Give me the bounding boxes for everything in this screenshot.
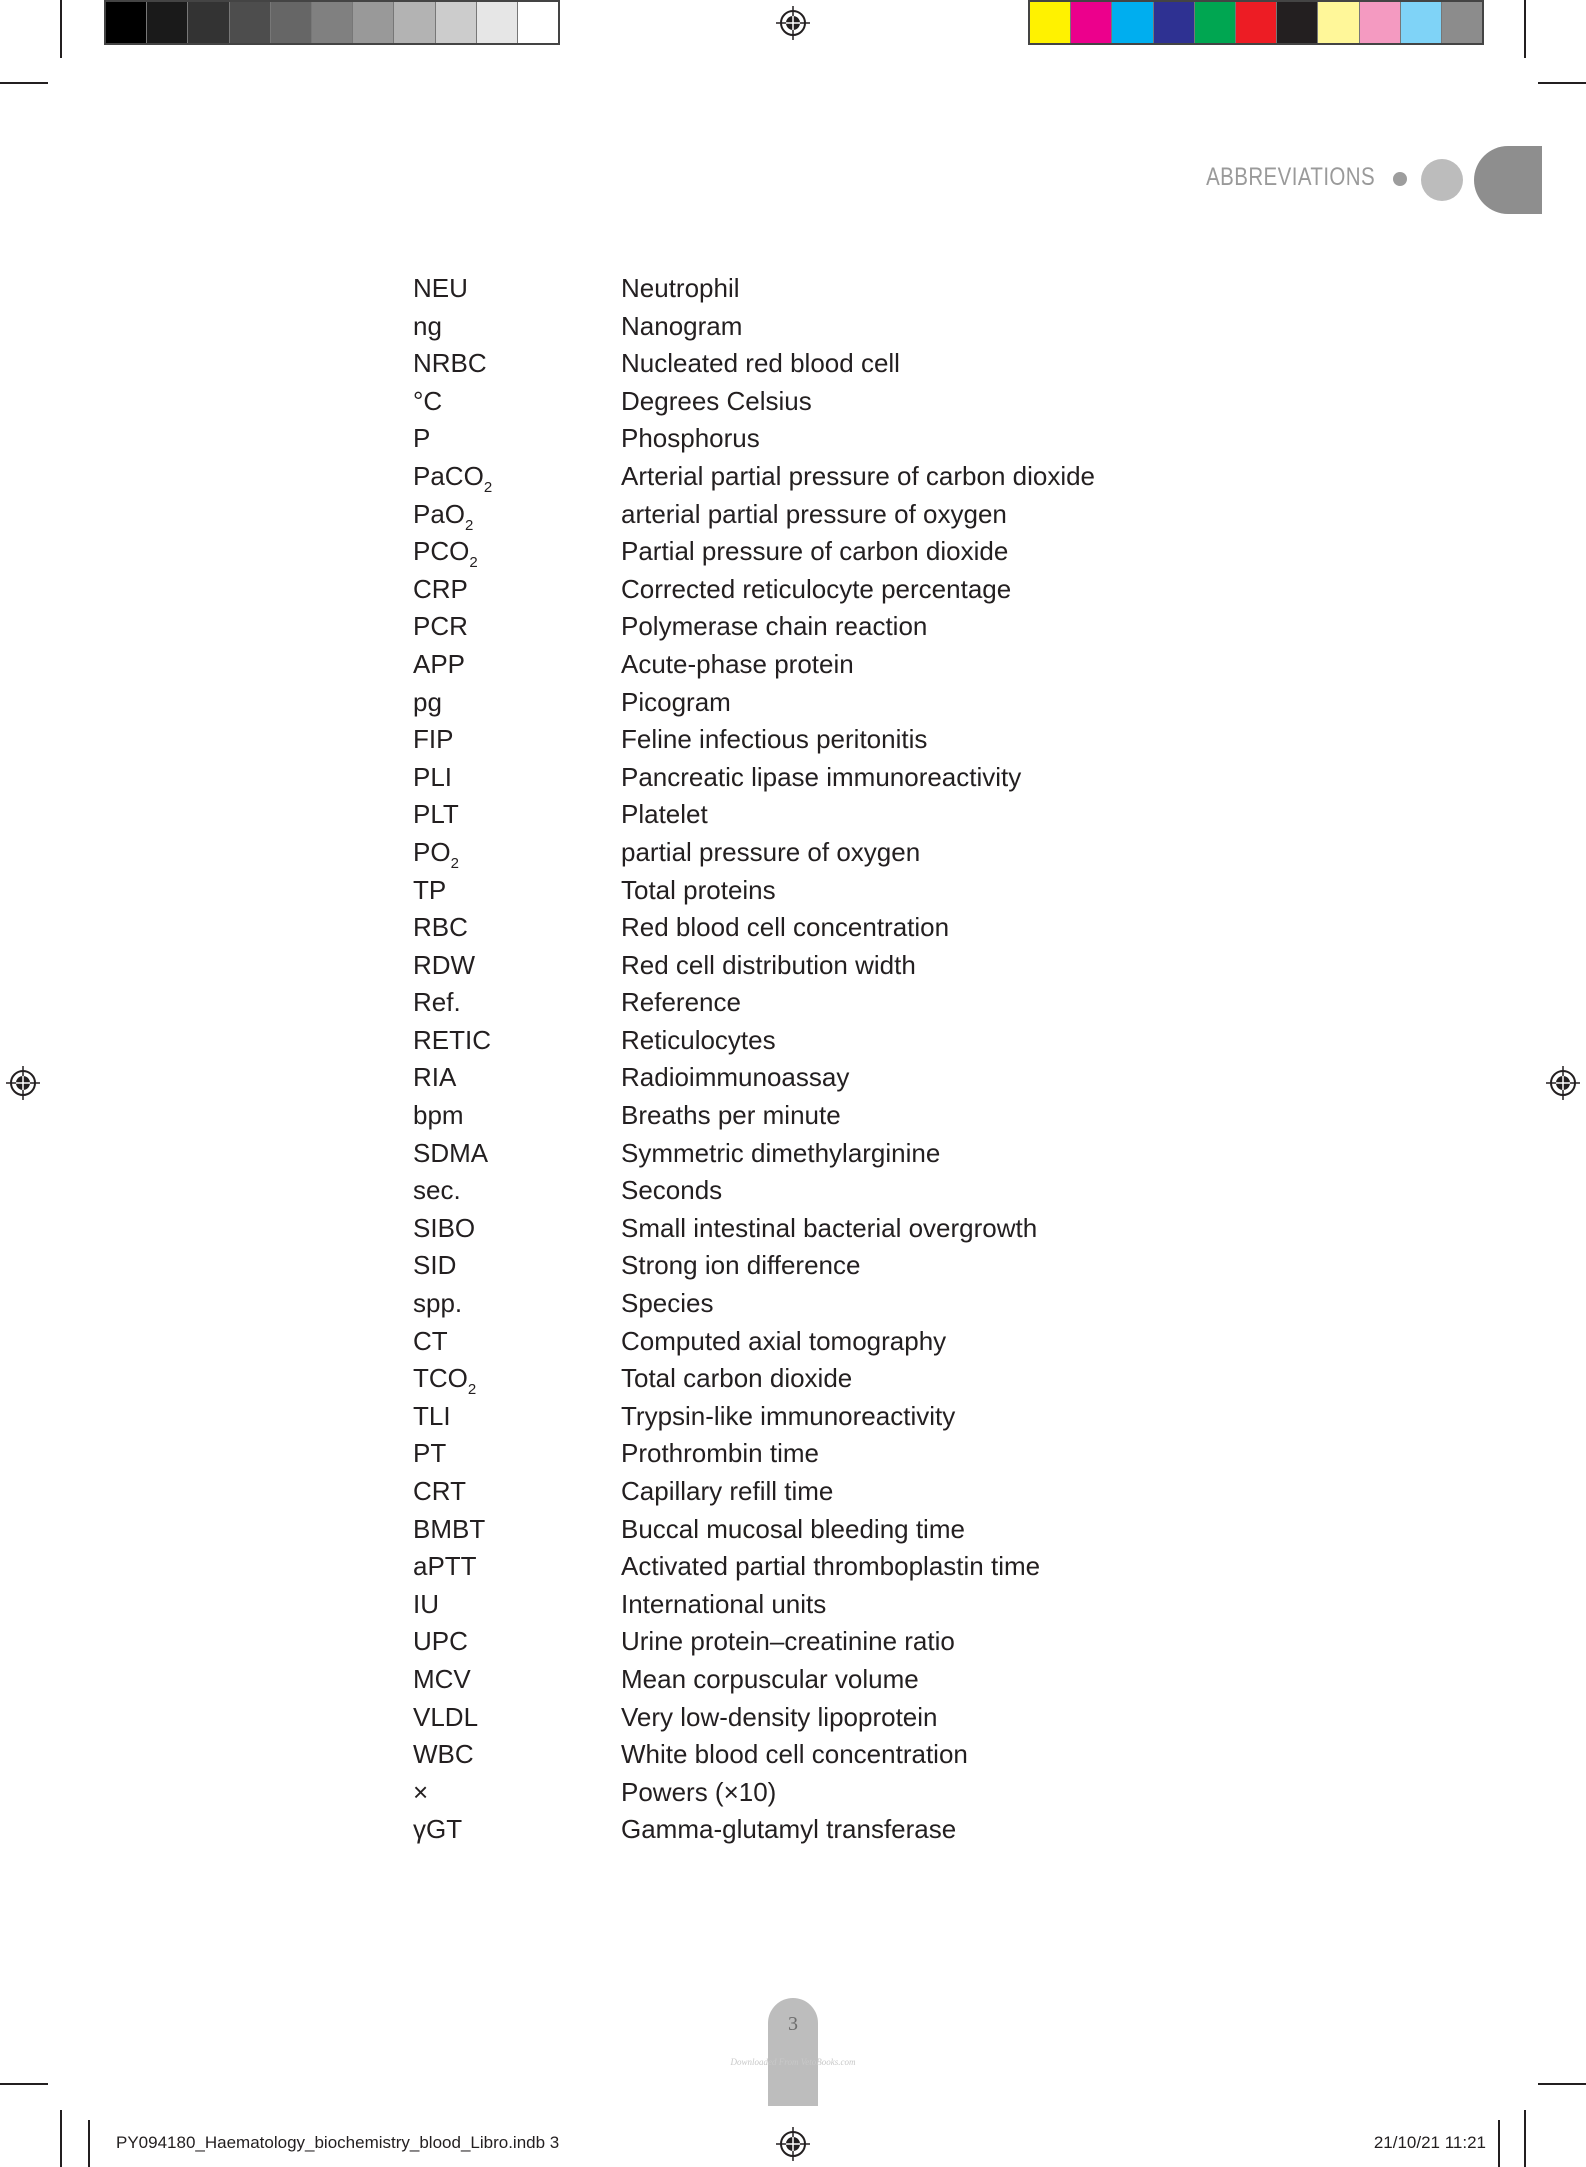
- abbreviation-text: SID: [413, 1250, 457, 1281]
- abbreviation-text: PaO: [413, 498, 466, 529]
- abbreviation-definition: Radioimmunoassay: [621, 1062, 850, 1093]
- abbreviation-term: [413, 947, 621, 985]
- abbreviation-text: CRT: [413, 1476, 466, 1506]
- abbreviation-row: [413, 1135, 1213, 1173]
- abbreviation-text: UPC: [413, 1626, 468, 1657]
- header-dot-decoration: [1393, 172, 1407, 186]
- abbreviation-term: [413, 1135, 621, 1173]
- abbreviation-text: SIBO: [413, 1212, 476, 1243]
- abbreviation-definition: Breaths per minute: [621, 1100, 841, 1131]
- abbreviation-term: [413, 1623, 621, 1661]
- abbreviation-subscript: 2: [465, 516, 474, 534]
- header-dot-decoration: [1421, 159, 1463, 201]
- abbreviation-term: [413, 270, 621, 308]
- color-swatch: [1154, 2, 1195, 43]
- crop-mark: [60, 2110, 62, 2167]
- abbreviation-subscript: 2: [483, 478, 493, 496]
- abbreviation-definition: Computed axial tomography: [621, 1325, 947, 1356]
- color-swatch: [1071, 2, 1112, 43]
- abbreviation-definition: International units: [621, 1588, 827, 1619]
- abbreviation-term: [413, 308, 621, 346]
- abbreviation-term: [413, 872, 621, 910]
- abbreviation-definition: White blood cell concentration: [621, 1739, 968, 1770]
- abbreviation-row: [413, 646, 1213, 684]
- abbreviation-term: [413, 646, 621, 684]
- abbreviation-term: [413, 1661, 621, 1699]
- abbreviation-text: RETIC: [413, 1024, 491, 1055]
- abbreviation-term: [413, 608, 621, 646]
- abbreviation-text: P: [413, 423, 431, 454]
- abbreviation-definition: Reticulocytes: [621, 1024, 776, 1055]
- abbreviation-row: [413, 1699, 1213, 1737]
- abbreviation-definition: Symmetric dimethylarginine: [621, 1137, 941, 1168]
- color-swatch: [1318, 2, 1359, 43]
- abbreviation-definition: Reference: [621, 987, 741, 1018]
- color-swatch: [1442, 2, 1482, 43]
- color-swatch: [394, 2, 435, 43]
- abbreviation-term: [413, 383, 621, 421]
- abbreviation-definition: Gamma-glutamyl transferase: [621, 1814, 957, 1845]
- crop-mark: [0, 2083, 48, 2085]
- crop-mark: [0, 82, 48, 84]
- abbreviation-definition: Capillary refill time: [621, 1476, 834, 1506]
- abbreviation-row: [413, 1511, 1213, 1549]
- abbreviation-row: [413, 571, 1213, 609]
- abbreviation-term: [413, 1323, 621, 1361]
- color-swatch: [1277, 2, 1318, 43]
- abbreviation-definition: Feline infectious peritonitis: [621, 724, 928, 755]
- abbreviation-term: [413, 1548, 621, 1586]
- abbreviation-text: CRP: [413, 573, 468, 604]
- abbreviation-row: [413, 1059, 1213, 1097]
- abbreviation-definition: Seconds: [621, 1175, 723, 1206]
- footer-file-slug: PY094180_Haematology_biochemistry_blood_Libro.indb 3: [116, 2133, 560, 2152]
- abbreviation-text: Ref.: [413, 987, 461, 1018]
- abbreviation-row: [413, 1736, 1213, 1774]
- abbreviation-row: [413, 1661, 1213, 1699]
- abbreviation-definition: Activated partial thromboplastin time: [621, 1551, 1041, 1582]
- abbreviation-term: [413, 984, 621, 1022]
- footer-datetime: 21/10/21 11:21: [1373, 2133, 1486, 2152]
- abbreviation-row: [413, 1811, 1213, 1849]
- abbreviation-text: MCV: [413, 1663, 471, 1694]
- color-swatch: [147, 2, 188, 43]
- abbreviation-row: [413, 1097, 1213, 1135]
- abbreviation-row: [413, 909, 1213, 947]
- crop-mark: [1538, 82, 1586, 84]
- color-swatch: [1236, 2, 1277, 43]
- abbreviation-definition: Species: [621, 1288, 714, 1319]
- abbreviation-term: [413, 721, 621, 759]
- abbreviation-row: [413, 383, 1213, 421]
- abbreviation-text: RIA: [413, 1062, 457, 1093]
- abbreviation-text: spp.: [413, 1288, 463, 1319]
- abbreviation-term: [413, 1774, 621, 1812]
- crop-mark: [1538, 2083, 1586, 2085]
- abbreviation-row: [413, 1774, 1213, 1812]
- abbreviation-term: [413, 1059, 621, 1097]
- abbreviation-row: [413, 1473, 1213, 1511]
- abbreviation-term: [413, 1473, 621, 1511]
- abbreviation-definition: Urine protein–creatinine ratio: [621, 1626, 955, 1657]
- abbreviation-definition: Polymerase chain reaction: [621, 611, 928, 642]
- abbreviation-definition: Pancreatic lipase immunoreactivity: [621, 761, 1022, 792]
- abbreviation-term: [413, 796, 621, 834]
- abbreviation-text: PaCO: [413, 460, 484, 491]
- color-swatch: [1030, 2, 1071, 43]
- abbreviation-row: [413, 308, 1213, 346]
- abbreviation-text: BMBT: [413, 1513, 486, 1544]
- abbreviation-list: [413, 270, 1213, 1849]
- abbreviation-row: [413, 458, 1213, 496]
- abbreviation-term: [413, 1097, 621, 1135]
- abbreviation-text: NEU: [413, 273, 468, 303]
- abbreviation-text: FIP: [413, 724, 454, 755]
- abbreviation-definition: Red cell distribution width: [621, 949, 916, 980]
- abbreviation-row: [413, 420, 1213, 458]
- registration-mark-icon: [6, 1066, 40, 1100]
- abbreviation-row: [413, 721, 1213, 759]
- abbreviation-text: NRBC: [413, 348, 487, 379]
- abbreviation-definition: partial pressure of oxygen: [621, 836, 921, 867]
- abbreviation-text: TP: [413, 874, 447, 905]
- abbreviation-definition: Corrected reticulocyte percentage: [621, 573, 1012, 604]
- color-swatch: [477, 2, 518, 43]
- abbreviation-row: [413, 270, 1213, 308]
- abbreviation-row: [413, 1435, 1213, 1473]
- abbreviation-text: pg: [413, 686, 442, 717]
- color-swatch: [436, 2, 477, 43]
- process-color-bar: [1028, 0, 1484, 45]
- abbreviation-definition: Prothrombin time: [621, 1438, 819, 1469]
- color-swatch: [1112, 2, 1153, 43]
- header-tab-decoration: [1474, 146, 1542, 214]
- color-swatch: [1401, 2, 1442, 43]
- abbreviation-definition: Platelet: [621, 799, 708, 830]
- color-swatch: [106, 2, 147, 43]
- abbreviation-row: [413, 1548, 1213, 1586]
- abbreviation-term: [413, 458, 621, 496]
- abbreviation-term: [413, 1360, 621, 1398]
- abbreviation-term: [413, 533, 621, 571]
- abbreviation-text: SDMA: [413, 1137, 489, 1168]
- abbreviation-text: RDW: [413, 949, 476, 980]
- abbreviation-text: APP: [413, 648, 466, 679]
- abbreviation-definition: Degrees Celsius: [621, 385, 812, 416]
- abbreviation-definition: Nucleated red blood cell: [621, 348, 900, 379]
- abbreviation-term: [413, 571, 621, 609]
- abbreviation-row: [413, 1285, 1213, 1323]
- abbreviation-text: aPTT: [413, 1551, 477, 1582]
- abbreviation-text: γGT: [413, 1814, 463, 1845]
- abbreviation-text: PLT: [413, 799, 459, 830]
- abbreviation-row: [413, 796, 1213, 834]
- abbreviation-definition: Neutrophil: [621, 273, 740, 303]
- abbreviation-term: [413, 1398, 621, 1436]
- abbreviation-term: [413, 420, 621, 458]
- abbreviation-term: [413, 1172, 621, 1210]
- abbreviation-text: ng: [413, 310, 442, 341]
- watermark: Downloaded From VetoBooks.com: [730, 2057, 856, 2067]
- abbreviation-subscript: 2: [450, 854, 459, 872]
- abbreviation-definition: Buccal mucosal bleeding time: [621, 1513, 965, 1544]
- abbreviation-term: [413, 759, 621, 797]
- abbreviation-text: RBC: [413, 912, 468, 943]
- abbreviation-definition: Mean corpuscular volume: [621, 1663, 919, 1694]
- abbreviation-term: [413, 1022, 621, 1060]
- grayscale-color-bar: [104, 0, 560, 45]
- abbreviation-subscript: 2: [467, 1381, 477, 1399]
- registration-mark-icon: [1546, 1066, 1580, 1100]
- page-number: 3: [788, 2013, 798, 2035]
- color-swatch: [518, 2, 558, 43]
- color-swatch: [353, 2, 394, 43]
- abbreviation-definition: Nanogram: [621, 310, 743, 341]
- color-swatch: [1195, 2, 1236, 43]
- abbreviation-row: [413, 1022, 1213, 1060]
- abbreviation-row: [413, 759, 1213, 797]
- abbreviation-row: [413, 1323, 1213, 1361]
- abbreviation-term: [413, 684, 621, 722]
- abbreviation-definition: Red blood cell concentration: [621, 912, 950, 943]
- section-header: ABBREVIATIONS: [1206, 163, 1375, 191]
- abbreviation-text: bpm: [413, 1100, 464, 1131]
- abbreviation-term: [413, 1285, 621, 1323]
- abbreviation-row: [413, 984, 1213, 1022]
- crop-mark: [1498, 2120, 1500, 2167]
- color-swatch: [188, 2, 229, 43]
- abbreviation-definition: Strong ion difference: [621, 1250, 861, 1281]
- abbreviation-definition: Very low-density lipoprotein: [621, 1701, 938, 1732]
- abbreviation-row: [413, 834, 1213, 872]
- abbreviation-text: PCR: [413, 611, 468, 642]
- crop-mark: [1524, 2110, 1526, 2167]
- abbreviation-term: [413, 1435, 621, 1473]
- abbreviation-text: WBC: [413, 1739, 474, 1770]
- abbreviation-row: [413, 533, 1213, 571]
- abbreviation-text: °C: [413, 385, 443, 416]
- abbreviation-text: CT: [413, 1325, 448, 1356]
- abbreviation-definition: Acute-phase protein: [621, 648, 854, 679]
- abbreviation-row: [413, 1172, 1213, 1210]
- abbreviation-row: [413, 1210, 1213, 1248]
- abbreviation-row: [413, 1360, 1213, 1398]
- abbreviation-row: [413, 496, 1213, 534]
- abbreviation-row: [413, 608, 1213, 646]
- abbreviation-term: [413, 1210, 621, 1248]
- abbreviation-definition: Total proteins: [621, 874, 776, 905]
- crop-mark: [60, 0, 62, 58]
- abbreviation-definition: Arterial partial pressure of carbon dioxide: [621, 460, 1096, 491]
- abbreviation-row: [413, 1586, 1213, 1624]
- abbreviation-row: [413, 1398, 1213, 1436]
- abbreviation-term: [413, 496, 621, 534]
- abbreviation-row: [413, 1247, 1213, 1285]
- abbreviation-text: PT: [413, 1438, 447, 1469]
- color-swatch: [1360, 2, 1401, 43]
- abbreviation-text: IU: [413, 1588, 439, 1619]
- abbreviation-subscript: 2: [469, 554, 478, 572]
- abbreviation-text: PO: [413, 836, 451, 867]
- crop-mark: [88, 2120, 90, 2167]
- abbreviation-term: [413, 1811, 621, 1849]
- abbreviation-text: TLI: [413, 1400, 451, 1431]
- abbreviation-term: [413, 1699, 621, 1737]
- abbreviation-row: [413, 345, 1213, 383]
- abbreviation-term: [413, 909, 621, 947]
- abbreviation-definition: Picogram: [621, 686, 731, 717]
- abbreviation-term: [413, 1586, 621, 1624]
- abbreviation-row: [413, 872, 1213, 910]
- abbreviation-definition: Phosphorus: [621, 423, 760, 454]
- abbreviation-row: [413, 947, 1213, 985]
- abbreviation-text: PLI: [413, 761, 453, 792]
- color-swatch: [230, 2, 271, 43]
- abbreviation-text: VLDL: [413, 1701, 479, 1732]
- abbreviation-term: [413, 1511, 621, 1549]
- color-swatch: [312, 2, 353, 43]
- abbreviation-definition: Partial pressure of carbon dioxide: [621, 536, 1009, 567]
- color-swatch: [271, 2, 312, 43]
- abbreviation-definition: Total carbon dioxide: [621, 1363, 853, 1394]
- abbreviation-definition: Small intestinal bacterial overgrowth: [621, 1212, 1038, 1243]
- crop-mark: [1524, 0, 1526, 58]
- abbreviation-text: sec.: [413, 1175, 461, 1206]
- abbreviation-text: PCO: [413, 536, 470, 567]
- abbreviation-definition: Trypsin-like immunoreactivity: [621, 1400, 956, 1431]
- abbreviation-text: TCO: [413, 1363, 468, 1394]
- abbreviation-definition: Powers (×10): [621, 1776, 777, 1807]
- abbreviation-term: [413, 834, 621, 872]
- abbreviation-row: [413, 1623, 1213, 1661]
- abbreviation-definition: arterial partial pressure of oxygen: [621, 498, 1007, 529]
- abbreviation-term: [413, 345, 621, 383]
- registration-mark-icon: [776, 6, 810, 40]
- abbreviation-text: ×: [413, 1776, 429, 1807]
- abbreviation-term: [413, 1247, 621, 1285]
- abbreviation-row: [413, 684, 1213, 722]
- abbreviation-term: [413, 1736, 621, 1774]
- registration-mark-icon: [776, 2127, 810, 2161]
